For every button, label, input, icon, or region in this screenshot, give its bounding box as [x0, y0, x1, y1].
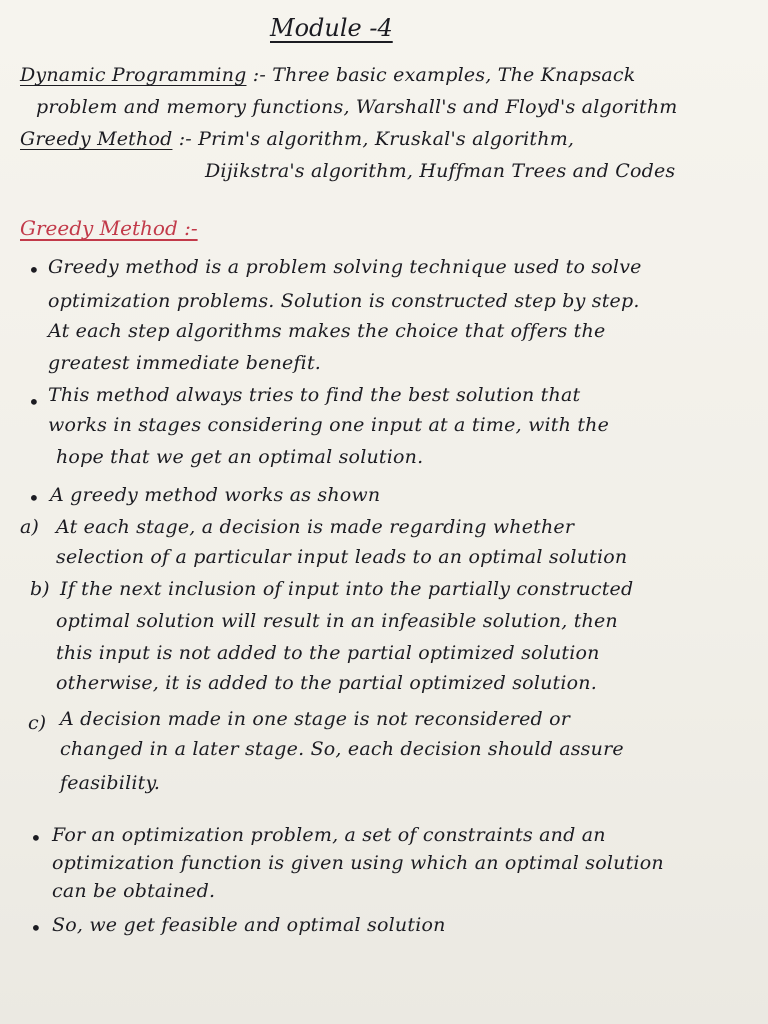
bullet-1-line-3: At each step algorithms makes the choice that offers the — [48, 320, 606, 342]
item-c-line-3: feasibility. — [60, 772, 161, 794]
bullet-dot-4: • — [30, 826, 42, 850]
syllabus-dp-line-1 — [20, 64, 635, 86]
bullet-dot-5: • — [30, 916, 42, 940]
syllabus-dp-line-2: problem and memory functions, Warshall's and Floyd's algorithm — [36, 96, 678, 118]
bullet-dot-1: • — [28, 258, 40, 282]
item-b-line-4: otherwise, it is added to the partial optimized solution. — [56, 672, 597, 694]
bullet-3-line-1: A greedy method works as shown — [50, 484, 381, 506]
dp-line-1-rest: :- Three basic examples, The Knapsack — [246, 64, 636, 86]
marker-b: b) — [30, 578, 50, 600]
greedy-label: Greedy Method — [20, 128, 173, 150]
bullet-5-line-1: So, we get feasible and optimal solution — [52, 914, 446, 936]
section-heading-text: Greedy Method :- — [20, 216, 198, 240]
bullet-4-line-1: For an optimization problem, a set of constraints and an — [52, 824, 606, 846]
bullet-2-line-1: This method always tries to find the best solution that — [48, 384, 581, 406]
syllabus-greedy-line-2: Dijikstra's algorithm, Huffman Trees and Codes — [205, 160, 676, 182]
item-c-line-1: A decision made in one stage is not reconsidered or — [60, 708, 571, 730]
item-c-line-2: changed in a later stage. So, each decision should assure — [60, 738, 624, 760]
bullet-dot-2: • — [28, 390, 40, 414]
bullet-dot-3: • — [28, 486, 40, 510]
item-b-line-3: this input is not added to the partial optimized solution — [56, 642, 600, 664]
item-b-line-2: optimal solution will result in an infeasible solution, then — [56, 610, 618, 632]
marker-c: c) — [28, 712, 47, 734]
bullet-2-line-3: hope that we get an optimal solution. — [56, 446, 424, 468]
bullet-4-line-2: optimization function is given using which an optimal solution — [52, 852, 664, 874]
bullet-1-line-1: Greedy method is a problem solving technique used to solve — [48, 256, 642, 278]
item-a-line-1: At each stage, a decision is made regarding whether — [56, 516, 575, 538]
page-title — [270, 14, 393, 42]
bullet-4-line-3: can be obtained. — [52, 880, 216, 902]
greedy-line-1-rest: :- Prim's algorithm, Kruskal's algorithm, — [172, 128, 575, 150]
item-a-line-2: selection of a particular input leads to an optimal solution — [56, 546, 628, 568]
marker-a: a) — [20, 516, 39, 538]
dp-label: Dynamic Programming — [20, 64, 247, 86]
title-text: Module -4 — [270, 14, 393, 42]
section-heading — [20, 216, 198, 240]
bullet-1-line-2: optimization problems. Solution is constructed step by step. — [48, 290, 640, 312]
bullet-2-line-2: works in stages considering one input at a time, with the — [48, 414, 610, 436]
syllabus-greedy-line-1 — [20, 128, 574, 150]
bullet-1-line-4: greatest immediate benefit. — [48, 352, 322, 374]
item-b-line-1: If the next inclusion of input into the partially constructed — [60, 578, 634, 600]
